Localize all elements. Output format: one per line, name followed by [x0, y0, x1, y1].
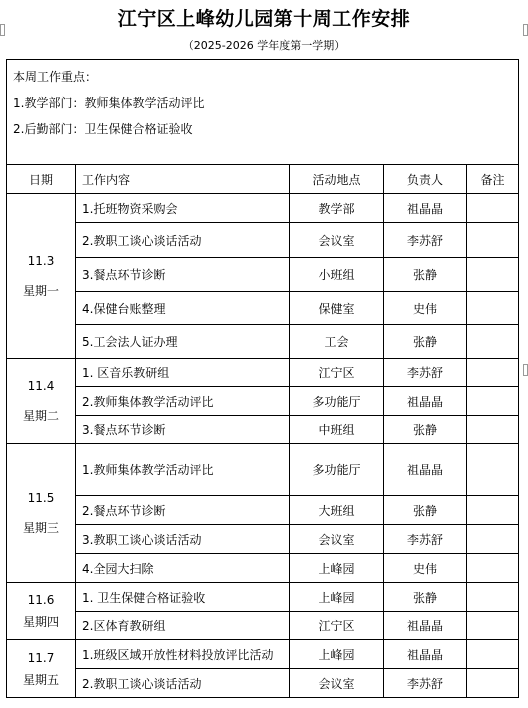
cell-note	[467, 612, 519, 640]
day-weekday: 星期四	[22, 615, 59, 629]
day-cell	[7, 640, 76, 698]
cell-note	[467, 258, 519, 292]
cell-content: 1. 卫生保健合格证验收	[76, 583, 290, 612]
cell-content: 1.班级区域开放性材料投放评比活动	[76, 640, 290, 669]
cell-person: 祖晶晶	[384, 444, 467, 496]
focus-item: 2.后勤部门：卫生保健合格证验收	[13, 122, 193, 136]
cell-note	[467, 444, 519, 496]
cell-place: 多功能厅	[290, 444, 384, 496]
day-date: 11.7	[27, 650, 55, 665]
cell-note	[467, 194, 519, 223]
cell-content: 3.餐点环节诊断	[76, 258, 290, 292]
cell-note	[467, 640, 519, 669]
cell-place: 会议室	[290, 223, 384, 258]
left-edge-handle	[0, 24, 5, 36]
focus-item: 1.教学部门：教师集体教学活动评比	[13, 96, 205, 110]
right-edge-handle	[523, 24, 528, 36]
cell-note	[467, 496, 519, 525]
cell-place: 多功能厅	[290, 387, 384, 416]
cell-place: 上峰园	[290, 554, 384, 583]
table-row	[7, 444, 519, 496]
cell-person: 史伟	[384, 554, 467, 583]
cell-person: 张静	[384, 258, 467, 292]
cell-place: 上峰园	[290, 640, 384, 669]
day-weekday: 星期三	[22, 521, 59, 535]
cell-content: 2.区体育教研组	[76, 612, 290, 640]
cell-content: 1. 区音乐教研组	[76, 359, 290, 387]
table-header-row	[7, 165, 519, 194]
cell-person: 祖晶晶	[384, 612, 467, 640]
cell-note	[467, 525, 519, 554]
cell-note	[467, 223, 519, 258]
cell-place: 教学部	[290, 194, 384, 223]
day-cell	[7, 194, 76, 359]
cell-content: 2.教职工谈心谈话活动	[76, 669, 290, 698]
cell-content: 4.保健台账整理	[76, 292, 290, 325]
cell-note	[467, 416, 519, 444]
table-row	[7, 416, 519, 444]
cell-content: 3.教职工谈心谈话活动	[76, 525, 290, 554]
weekly-focus	[7, 60, 519, 165]
column-header-content: 工作内容	[76, 165, 290, 194]
cell-place: 会议室	[290, 669, 384, 698]
cell-person: 张静	[384, 496, 467, 525]
cell-place: 会议室	[290, 525, 384, 554]
table-row	[7, 258, 519, 292]
day-date: 11.6	[27, 593, 55, 607]
cell-content: 2.教师集体教学活动评比	[76, 387, 290, 416]
table-row	[7, 359, 519, 387]
cell-person: 祖晶晶	[384, 640, 467, 669]
table-row	[7, 223, 519, 258]
day-weekday: 星期二	[22, 409, 59, 423]
table-row	[7, 292, 519, 325]
cell-person: 李苏舒	[384, 669, 467, 698]
cell-place: 江宁区	[290, 359, 384, 387]
day-cell	[7, 444, 76, 583]
table-row	[7, 640, 519, 669]
table-row	[7, 583, 519, 612]
day-date: 11.5	[27, 491, 55, 505]
cell-person: 李苏舒	[384, 359, 467, 387]
page-title: 江宁区上峰幼儿园第十周工作安排	[117, 8, 411, 30]
column-header-person: 负责人	[384, 165, 467, 194]
cell-content: 2.教职工谈心谈话活动	[76, 223, 290, 258]
cell-person: 张静	[384, 416, 467, 444]
cell-place: 江宁区	[290, 612, 384, 640]
cell-place: 上峰园	[290, 583, 384, 612]
table-row	[7, 669, 519, 698]
focus-heading: 本周工作重点：	[13, 70, 98, 84]
cell-content: 1.教师集体教学活动评比	[76, 444, 290, 496]
day-cell	[7, 583, 76, 640]
cell-note	[467, 554, 519, 583]
cell-note	[467, 387, 519, 416]
day-weekday: 星期一	[22, 284, 59, 298]
cell-place: 工会	[290, 325, 384, 359]
cell-person: 祖晶晶	[384, 194, 467, 223]
right-edge-handle-middle	[523, 364, 528, 376]
cell-note	[467, 325, 519, 359]
cell-person: 李苏舒	[384, 223, 467, 258]
day-weekday: 星期五	[22, 672, 59, 687]
column-header-date: 日期	[7, 165, 76, 194]
cell-content: 3.餐点环节诊断	[76, 416, 290, 444]
cell-person: 史伟	[384, 292, 467, 325]
day-date: 11.4	[27, 379, 55, 393]
cell-place: 大班组	[290, 496, 384, 525]
cell-note	[467, 359, 519, 387]
cell-content: 2.餐点环节诊断	[76, 496, 290, 525]
cell-person: 李苏舒	[384, 525, 467, 554]
cell-note	[467, 583, 519, 612]
schedule-table	[6, 59, 519, 698]
table-row	[7, 496, 519, 525]
table-row	[7, 554, 519, 583]
table-row	[7, 325, 519, 359]
cell-note	[467, 669, 519, 698]
day-cell	[7, 359, 76, 444]
table-row	[7, 194, 519, 223]
table-row	[7, 525, 519, 554]
page-subtitle: （2025-2026 学年度第一学期）	[182, 39, 346, 52]
column-header-place: 活动地点	[290, 165, 384, 194]
table-row	[7, 612, 519, 640]
cell-person: 张静	[384, 583, 467, 612]
cell-content: 4.全园大扫除	[76, 554, 290, 583]
cell-place: 小班组	[290, 258, 384, 292]
cell-place: 保健室	[290, 292, 384, 325]
cell-note	[467, 292, 519, 325]
cell-content: 1.托班物资采购会	[76, 194, 290, 223]
cell-content: 5.工会法人证办理	[76, 325, 290, 359]
cell-person: 张静	[384, 325, 467, 359]
table-row	[7, 387, 519, 416]
cell-place: 中班组	[290, 416, 384, 444]
day-date: 11.3	[27, 254, 55, 268]
cell-person: 祖晶晶	[384, 387, 467, 416]
column-header-note: 备注	[467, 165, 519, 194]
